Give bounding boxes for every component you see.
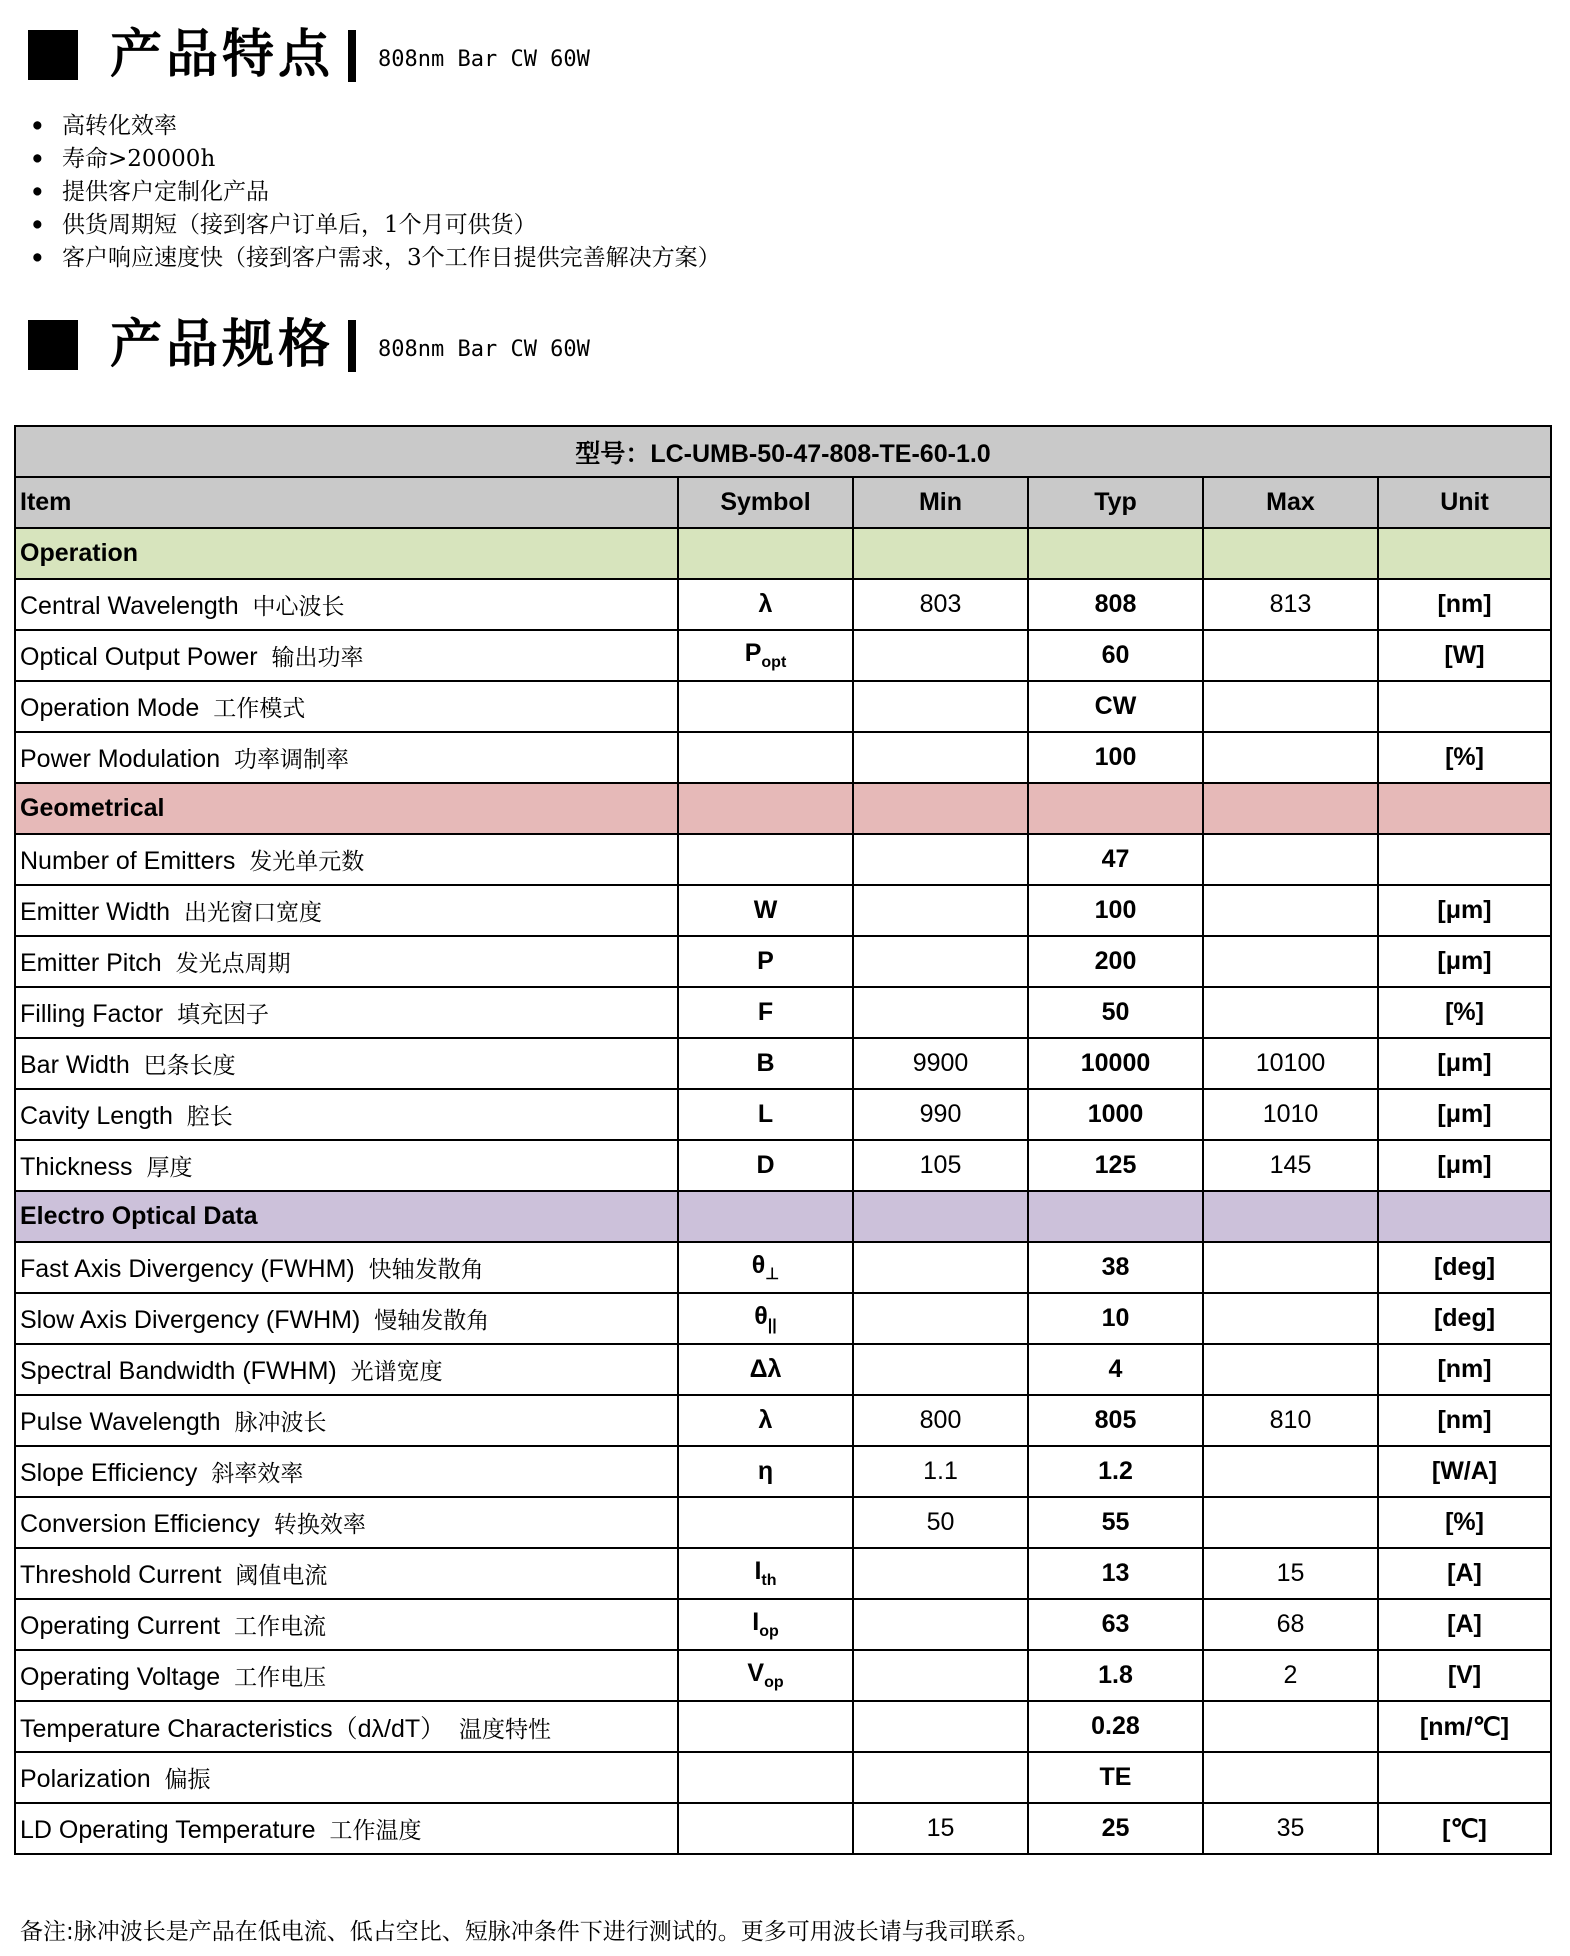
typ-cell: 13 <box>1028 1548 1203 1599</box>
unit-cell: [μm] <box>1378 936 1551 987</box>
spec-table <box>14 425 1552 1855</box>
category-row-operation <box>15 528 1551 579</box>
max-cell <box>1203 987 1378 1038</box>
category-fill <box>678 783 853 834</box>
min-cell: 15 <box>853 1803 1028 1854</box>
symbol-cell <box>678 732 853 783</box>
max-cell <box>1203 1446 1378 1497</box>
item-name-en: Operating Voltage <box>20 1663 221 1691</box>
min-cell <box>853 1701 1028 1752</box>
symbol-cell <box>678 1038 853 1089</box>
table-row <box>15 936 1551 987</box>
unit-cell <box>1378 834 1551 885</box>
item-name-cn: 光谱宽度 <box>350 1359 443 1385</box>
footnote: 备注:脉冲波长是产品在低电流、低占空比、短脉冲条件下进行测试的。更多可用波长请与我司联系。 <box>20 1919 1040 1945</box>
item-name-en: Power Modulation <box>20 745 221 773</box>
symbol-subscript: op <box>759 1623 779 1640</box>
min-cell <box>853 732 1028 783</box>
min-cell <box>853 1293 1028 1344</box>
item-name-cn: 厚度 <box>146 1155 193 1181</box>
item-cell <box>15 885 678 936</box>
min-cell: 800 <box>853 1395 1028 1446</box>
symbol-main: B <box>756 1049 775 1077</box>
symbol-main: Δλ <box>749 1355 782 1383</box>
symbol-cell <box>678 987 853 1038</box>
category-fill <box>1028 1191 1203 1242</box>
category-fill <box>1378 783 1551 834</box>
item-cell <box>15 681 678 732</box>
item-name-en: Spectral Bandwidth (FWHM) <box>20 1357 337 1385</box>
symbol-cell <box>678 1089 853 1140</box>
feature-item: • 寿命>20000h <box>28 143 721 176</box>
symbol-main: I <box>754 1557 762 1585</box>
item-name-en: LD Operating Temperature <box>20 1816 316 1844</box>
table-row <box>15 1599 1551 1650</box>
unit-cell: [μm] <box>1378 1089 1551 1140</box>
table-row <box>15 1548 1551 1599</box>
category-label: Operation <box>15 528 678 579</box>
item-name-en: Thickness <box>20 1153 133 1181</box>
item-cell <box>15 1548 678 1599</box>
typ-cell: 100 <box>1028 732 1203 783</box>
table-row <box>15 1344 1551 1395</box>
column-header-typ: Typ <box>1028 477 1203 528</box>
feature-item: • 供货周期短（接到客户订单后，1个月可供货） <box>28 209 721 242</box>
item-name-cn: 阈值电流 <box>235 1563 328 1589</box>
unit-cell: [μm] <box>1378 885 1551 936</box>
category-fill <box>1203 1191 1378 1242</box>
table-row <box>15 1752 1551 1803</box>
category-fill <box>1203 528 1378 579</box>
item-name-cn: 工作电流 <box>234 1614 327 1640</box>
bullet-icon: • <box>30 212 45 239</box>
symbol-cell <box>678 579 853 630</box>
specs-subtitle: 808nm Bar CW 60W <box>378 337 590 362</box>
max-cell <box>1203 936 1378 987</box>
item-name-en: Slope Efficiency <box>20 1459 198 1487</box>
category-fill <box>1028 783 1203 834</box>
column-header-unit: Unit <box>1378 477 1551 528</box>
unit-cell: [V] <box>1378 1650 1551 1701</box>
item-cell <box>15 579 678 630</box>
table-row <box>15 1446 1551 1497</box>
symbol-cell <box>678 1548 853 1599</box>
item-name-cn: 发光单元数 <box>249 849 365 875</box>
feature-item: • 高转化效率 <box>28 110 721 143</box>
bullet-icon: • <box>30 245 45 272</box>
symbol-main: P <box>744 639 762 667</box>
item-cell <box>15 987 678 1038</box>
item-name-en: Polarization <box>20 1765 151 1793</box>
item-name-cn: 发光点周期 <box>175 951 291 977</box>
unit-cell: [%] <box>1378 1497 1551 1548</box>
table-row <box>15 579 1551 630</box>
item-name-en: Emitter Pitch <box>20 949 162 977</box>
symbol-cell <box>678 681 853 732</box>
black-square-icon <box>28 320 78 370</box>
unit-cell: [℃] <box>1378 1803 1551 1854</box>
symbol-cell <box>678 834 853 885</box>
symbol-cell <box>678 1344 853 1395</box>
unit-cell <box>1378 681 1551 732</box>
item-cell <box>15 1599 678 1650</box>
symbol-main: V <box>747 1659 765 1687</box>
item-name-cn: 工作模式 <box>213 696 306 722</box>
table-row <box>15 987 1551 1038</box>
symbol-main: P <box>757 947 774 975</box>
table-row <box>15 1140 1551 1191</box>
table-row <box>15 834 1551 885</box>
min-cell <box>853 1650 1028 1701</box>
item-name-cn: 功率调制率 <box>234 747 350 773</box>
symbol-main: D <box>756 1151 775 1179</box>
category-fill <box>853 783 1028 834</box>
min-cell: 990 <box>853 1089 1028 1140</box>
table-row <box>15 1089 1551 1140</box>
unit-cell: [nm] <box>1378 1395 1551 1446</box>
model-row <box>15 426 1551 477</box>
symbol-cell <box>678 1242 853 1293</box>
max-cell <box>1203 1242 1378 1293</box>
min-cell <box>853 681 1028 732</box>
item-cell <box>15 630 678 681</box>
item-name-en: Cavity Length <box>20 1102 173 1130</box>
item-cell <box>15 1395 678 1446</box>
item-name-en: Pulse Wavelength <box>20 1408 221 1436</box>
item-name-cn: 温度特性 <box>459 1716 552 1743</box>
unit-cell: [A] <box>1378 1599 1551 1650</box>
typ-cell: 63 <box>1028 1599 1203 1650</box>
typ-cell: 50 <box>1028 987 1203 1038</box>
item-cell <box>15 1038 678 1089</box>
item-cell <box>15 1344 678 1395</box>
typ-cell: 47 <box>1028 834 1203 885</box>
symbol-cell <box>678 936 853 987</box>
specs-header <box>28 310 1528 380</box>
min-cell <box>853 834 1028 885</box>
typ-cell: TE <box>1028 1752 1203 1803</box>
max-cell <box>1203 1701 1378 1752</box>
max-cell: 1010 <box>1203 1089 1378 1140</box>
typ-cell: 100 <box>1028 885 1203 936</box>
column-header-item: Item <box>15 477 678 528</box>
item-name-cn: 出光窗口宽度 <box>183 900 322 926</box>
item-cell <box>15 834 678 885</box>
symbol-main: θ <box>754 1302 768 1330</box>
features-subtitle: 808nm Bar CW 60W <box>378 47 590 72</box>
symbol-subscript: opt <box>761 654 787 671</box>
symbol-subscript: th <box>761 1572 777 1589</box>
symbol-main: θ <box>751 1251 766 1279</box>
min-cell: 803 <box>853 579 1028 630</box>
table-row <box>15 1497 1551 1548</box>
category-fill <box>678 528 853 579</box>
max-cell <box>1203 681 1378 732</box>
item-name-cn: 腔长 <box>186 1104 233 1130</box>
typ-cell: 200 <box>1028 936 1203 987</box>
max-cell: 813 <box>1203 579 1378 630</box>
specs-title: 产品规格 <box>110 314 335 375</box>
typ-cell: 38 <box>1028 1242 1203 1293</box>
symbol-cell <box>678 1752 853 1803</box>
unit-cell: [W] <box>1378 630 1551 681</box>
feature-item: • 客户响应速度快（接到客户需求，3个工作日提供完善解决方案） <box>28 242 721 275</box>
item-name-cn: 中心波长 <box>252 594 345 620</box>
item-cell <box>15 1701 678 1752</box>
item-name-cn: 输出功率 <box>271 645 364 671</box>
min-cell <box>853 1752 1028 1803</box>
typ-cell: 805 <box>1028 1395 1203 1446</box>
item-name-cn: 偏振 <box>164 1767 211 1793</box>
category-fill <box>678 1191 853 1242</box>
item-name-cn: 脉冲波长 <box>234 1410 327 1436</box>
unit-cell: [A] <box>1378 1548 1551 1599</box>
header-row <box>15 477 1551 528</box>
item-name-cn: 斜率效率 <box>211 1461 304 1487</box>
item-name-en: Operation Mode <box>20 694 200 722</box>
bullet-icon: • <box>30 113 45 140</box>
typ-cell: 4 <box>1028 1344 1203 1395</box>
typ-cell: CW <box>1028 681 1203 732</box>
category-fill <box>853 528 1028 579</box>
typ-cell: 25 <box>1028 1803 1203 1854</box>
min-cell: 9900 <box>853 1038 1028 1089</box>
typ-cell: 1000 <box>1028 1089 1203 1140</box>
column-header-symbol: Symbol <box>678 477 853 528</box>
typ-cell: 10 <box>1028 1293 1203 1344</box>
max-cell: 145 <box>1203 1140 1378 1191</box>
max-cell <box>1203 1497 1378 1548</box>
item-name-en: Temperature Characteristics（dλ/dT） <box>20 1714 446 1743</box>
item-cell <box>15 1242 678 1293</box>
column-header-min: Min <box>853 477 1028 528</box>
bullet-icon: • <box>30 146 45 173</box>
item-cell <box>15 1497 678 1548</box>
symbol-main: F <box>757 998 774 1026</box>
min-cell <box>853 1599 1028 1650</box>
symbol-cell <box>678 1497 853 1548</box>
unit-cell: [nm] <box>1378 1344 1551 1395</box>
min-cell: 1.1 <box>853 1446 1028 1497</box>
table-row <box>15 732 1551 783</box>
min-cell: 105 <box>853 1140 1028 1191</box>
min-cell <box>853 1548 1028 1599</box>
item-cell <box>15 732 678 783</box>
item-name-cn: 工作电压 <box>234 1665 327 1691</box>
typ-cell: 10000 <box>1028 1038 1203 1089</box>
max-cell <box>1203 732 1378 783</box>
category-fill <box>1378 528 1551 579</box>
category-fill <box>853 1191 1028 1242</box>
features-header <box>28 20 1528 90</box>
item-cell <box>15 1089 678 1140</box>
category-label: Electro Optical Data <box>15 1191 678 1242</box>
typ-cell: 125 <box>1028 1140 1203 1191</box>
table-row <box>15 1242 1551 1293</box>
min-cell: 50 <box>853 1497 1028 1548</box>
item-cell <box>15 1140 678 1191</box>
item-name-cn: 转换效率 <box>273 1512 366 1538</box>
feature-item: • 提供客户定制化产品 <box>28 176 721 209</box>
table-row <box>15 681 1551 732</box>
typ-cell: 0.28 <box>1028 1701 1203 1752</box>
max-cell <box>1203 1752 1378 1803</box>
symbol-main: λ <box>758 1406 773 1434</box>
unit-cell: [%] <box>1378 987 1551 1038</box>
item-name-en: Threshold Current <box>20 1561 222 1589</box>
max-cell <box>1203 1293 1378 1344</box>
item-cell <box>15 1293 678 1344</box>
unit-cell: [W/A] <box>1378 1446 1551 1497</box>
unit-cell: [nm] <box>1378 579 1551 630</box>
table-row <box>15 630 1551 681</box>
symbol-cell <box>678 1446 853 1497</box>
symbol-main: η <box>757 1457 774 1485</box>
unit-cell: [μm] <box>1378 1038 1551 1089</box>
table-row <box>15 1650 1551 1701</box>
unit-cell: [%] <box>1378 732 1551 783</box>
unit-cell: [deg] <box>1378 1242 1551 1293</box>
item-name-cn: 快轴发散角 <box>368 1257 484 1283</box>
table-row <box>15 1038 1551 1089</box>
symbol-cell <box>678 1293 853 1344</box>
category-fill <box>1203 783 1378 834</box>
typ-cell: 1.8 <box>1028 1650 1203 1701</box>
symbol-cell <box>678 1140 853 1191</box>
symbol-main: I <box>752 1608 760 1636</box>
item-name-cn: 填充因子 <box>177 1002 269 1028</box>
max-cell: 15 <box>1203 1548 1378 1599</box>
item-name-en: Conversion Efficiency <box>20 1510 260 1538</box>
unit-cell: [μm] <box>1378 1140 1551 1191</box>
category-row-geometrical <box>15 783 1551 834</box>
symbol-cell <box>678 1395 853 1446</box>
item-name-en: Fast Axis Divergency (FWHM) <box>20 1255 355 1283</box>
typ-cell: 808 <box>1028 579 1203 630</box>
max-cell: 10100 <box>1203 1038 1378 1089</box>
max-cell: 68 <box>1203 1599 1378 1650</box>
typ-cell: 1.2 <box>1028 1446 1203 1497</box>
min-cell <box>853 987 1028 1038</box>
title-divider <box>348 30 356 82</box>
symbol-cell <box>678 1650 853 1701</box>
item-cell <box>15 1650 678 1701</box>
item-cell <box>15 1446 678 1497</box>
symbol-cell <box>678 1599 853 1650</box>
category-fill <box>1378 1191 1551 1242</box>
table-row <box>15 885 1551 936</box>
symbol-cell <box>678 630 853 681</box>
max-cell: 2 <box>1203 1650 1378 1701</box>
unit-cell <box>1378 1752 1551 1803</box>
column-header-max: Max <box>1203 477 1378 528</box>
symbol-subscript: op <box>764 1674 784 1691</box>
category-fill <box>1028 528 1203 579</box>
max-cell <box>1203 834 1378 885</box>
typ-cell: 60 <box>1028 630 1203 681</box>
table-row <box>15 1293 1551 1344</box>
unit-cell: [nm/℃] <box>1378 1701 1551 1752</box>
item-name-en: Filling Factor <box>20 1000 164 1028</box>
item-name-cn: 巴条长度 <box>143 1053 236 1079</box>
table-row <box>15 1395 1551 1446</box>
item-name-en: Bar Width <box>20 1051 130 1079</box>
min-cell <box>853 1344 1028 1395</box>
min-cell <box>853 1242 1028 1293</box>
symbol-subscript: || <box>767 1317 777 1334</box>
item-cell <box>15 936 678 987</box>
item-name-en: Slow Axis Divergency (FWHM) <box>20 1306 361 1334</box>
title-divider <box>348 320 356 372</box>
max-cell <box>1203 885 1378 936</box>
item-name-en: Emitter Width <box>20 898 171 926</box>
table-row <box>15 1803 1551 1854</box>
bullet-icon: • <box>30 179 45 206</box>
min-cell <box>853 936 1028 987</box>
min-cell <box>853 885 1028 936</box>
symbol-main: L <box>757 1100 774 1128</box>
symbol-subscript: ⊥ <box>765 1266 780 1283</box>
item-name-en: Operating Current <box>20 1612 221 1640</box>
item-name-en: Number of Emitters <box>20 847 236 875</box>
table-row <box>15 1701 1551 1752</box>
item-name-en: Central Wavelength <box>20 592 239 620</box>
unit-cell: [deg] <box>1378 1293 1551 1344</box>
model-number: 型号：LC-UMB-50-47-808-TE-60-1.0 <box>15 426 1551 477</box>
symbol-main: λ <box>758 590 773 618</box>
category-row-electro <box>15 1191 1551 1242</box>
max-cell <box>1203 630 1378 681</box>
item-name-cn: 慢轴发散角 <box>374 1308 490 1334</box>
item-cell <box>15 1752 678 1803</box>
symbol-cell <box>678 1701 853 1752</box>
max-cell: 35 <box>1203 1803 1378 1854</box>
category-label: Geometrical <box>15 783 678 834</box>
black-square-icon <box>28 30 78 80</box>
item-cell <box>15 1803 678 1854</box>
max-cell: 810 <box>1203 1395 1378 1446</box>
item-name-en: Optical Output Power <box>20 643 258 671</box>
symbol-main: W <box>753 896 778 924</box>
symbol-cell <box>678 1803 853 1854</box>
feature-list <box>28 110 721 275</box>
features-title: 产品特点 <box>110 24 335 85</box>
max-cell <box>1203 1344 1378 1395</box>
min-cell <box>853 630 1028 681</box>
typ-cell: 55 <box>1028 1497 1203 1548</box>
symbol-cell <box>678 885 853 936</box>
item-name-cn: 工作温度 <box>329 1818 422 1844</box>
